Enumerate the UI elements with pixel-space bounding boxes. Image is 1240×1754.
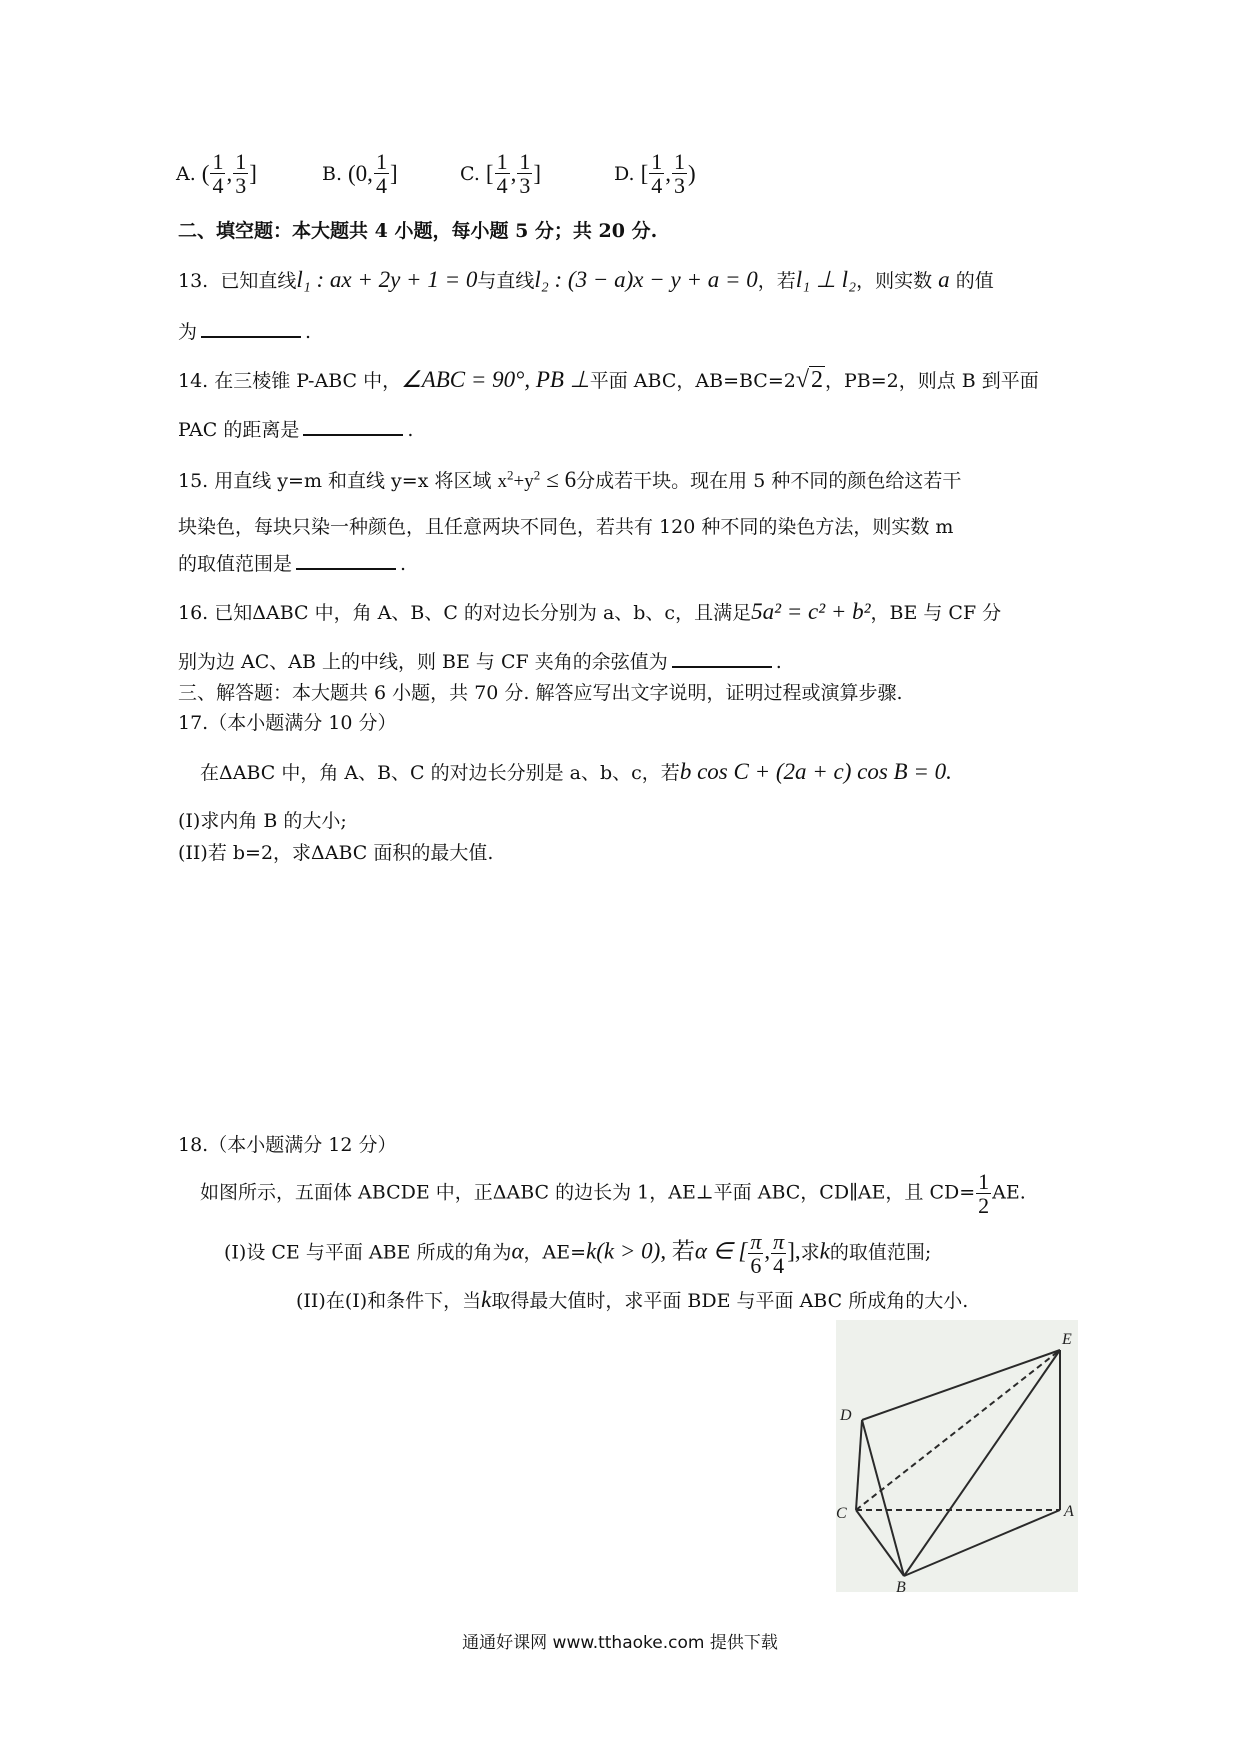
- vertex-label-d: D: [840, 1407, 852, 1424]
- vertex-label-e: E: [1062, 1331, 1072, 1348]
- answer-blank[interactable]: [303, 416, 403, 436]
- fraction: $\frac{1}{3}$: [674, 149, 686, 199]
- section-heading-solutions: 三、解答题：本大题共 6 小题，共 70 分. 解答应写出文字说明，证明过程或演算步骤.: [178, 682, 903, 704]
- vertex-label-b: B: [896, 1579, 906, 1592]
- edge-de: [862, 1350, 1060, 1420]
- question-15-line-3: 的取值范围是 .: [178, 550, 406, 576]
- fraction: $\frac{1}{2}$: [978, 1169, 990, 1219]
- question-16-line-2: 别为边 AC、AB 上的中线，则 BE 与 CF 夹角的余弦值为 .: [178, 648, 782, 674]
- question-17-part-2: (II)若 b=2，求ΔABC 面积的最大值.: [178, 842, 494, 864]
- fraction: $\frac{1}{4}$: [375, 149, 387, 199]
- fraction: $\frac{\pi}{6}$: [750, 1229, 762, 1279]
- vertex-label-a: A: [1064, 1503, 1074, 1520]
- choice-a: A. ( $\frac{1}{4}$ , $\frac{1}{3}$ ]: [176, 149, 257, 199]
- answer-blank[interactable]: [672, 648, 772, 668]
- pentahedron-diagram: [836, 1320, 1078, 1592]
- choice-c: C. [ $\frac{1}{4}$ , $\frac{1}{3}$ ]: [460, 149, 541, 199]
- fraction: $\frac{1}{3}$: [235, 149, 247, 199]
- edge-cb: [856, 1510, 904, 1576]
- edge-dc: [856, 1420, 862, 1510]
- question-17-part-1: (I)求内角 B 的大小;: [178, 810, 347, 832]
- question-14-line-2: PAC 的距离是 .: [178, 416, 413, 442]
- question-17-statement: 在ΔABC 中，角 A、B、C 的对边长分别是 a、b、c，若b cos C + (2a + c) cos B = 0.: [200, 759, 952, 784]
- fraction: $\frac{1}{4}$: [212, 149, 224, 199]
- answer-blank[interactable]: [296, 550, 396, 570]
- fraction: $\frac{1}{3}$: [519, 149, 531, 199]
- fraction: $\frac{1}{4}$: [496, 149, 508, 199]
- question-15-line-1: 15. 用直线 y=m 和直线 y=x 将区域 $x^2+y^2 \le 6$分成若干块。现在用 5 种不同的颜色给这若干: [178, 467, 962, 492]
- choice-d: D. [ $\frac{1}{4}$ , $\frac{1}{3}$ ): [614, 149, 696, 199]
- question-15-line-2: 块染色，每块只染一种颜色，且任意两块不同色，若共有 120 种不同的染色方法，则实数 m: [178, 516, 954, 538]
- vertex-label-c: C: [836, 1505, 847, 1522]
- question-18-part-2: (II)在(I)和条件下，当k取得最大值时，求平面 BDE 与平面 ABC 所成角的大小.: [296, 1287, 969, 1312]
- answer-blank[interactable]: [201, 318, 301, 338]
- question-13-line-2: 为 .: [178, 318, 311, 344]
- choice-b: B. (0, $\frac{1}{4}$ ]: [322, 149, 398, 199]
- question-18-part-1: (I)设 CE 与平面 ABE 所成的角为α，AE=k(k > 0), 若α ∈ [ $\frac{\pi}{6}$ , $\frac{\pi}{4}$ ],求k的取值范围;: [224, 1229, 932, 1279]
- page-footer: 通通好课网 www.tthaoke.com 提供下载: [462, 1633, 778, 1653]
- question-18-statement: 如图所示，五面体 ABCDE 中，正ΔABC 的边长为 1，AE⊥平面 ABC，CD∥AE，且 CD= $\frac{1}{2}$ AE.: [200, 1169, 1026, 1219]
- question-18-header: 18.（本小题满分 12 分）: [178, 1134, 397, 1156]
- question-14-line-1: 14. 在三棱锥 P-ABC 中，∠ABC = 90°, PB ⊥平面 ABC，AB=BC=2√2 ，PB=2，则点 B 到平面: [178, 367, 1039, 393]
- edge-ce-hidden: [856, 1350, 1060, 1510]
- edge-db: [862, 1420, 904, 1576]
- section-heading-fill-in: 二、填空题：本大题共 4 小题，每小题 5 分；共 20 分.: [178, 220, 658, 242]
- question-17-header: 17.（本小题满分 10 分）: [178, 712, 397, 734]
- fraction: $\frac{\pi}{4}$: [773, 1229, 785, 1279]
- question-13-line-1: 13. 已知直线l₁ : ax + 2y + 1 = 0与直线l₂ : (3 − a)x − y + a = 0，若l₁ ⊥ l₂，则实数 a 的值: [178, 267, 994, 292]
- pentahedron-figure: [836, 1320, 1078, 1592]
- fraction: $\frac{1}{4}$: [651, 149, 663, 199]
- question-16-line-1: 16. 已知ΔABC 中，角 A、B、C 的对边长分别为 a、b、c，且满足5a² = c² + b²，BE 与 CF 分: [178, 599, 1002, 624]
